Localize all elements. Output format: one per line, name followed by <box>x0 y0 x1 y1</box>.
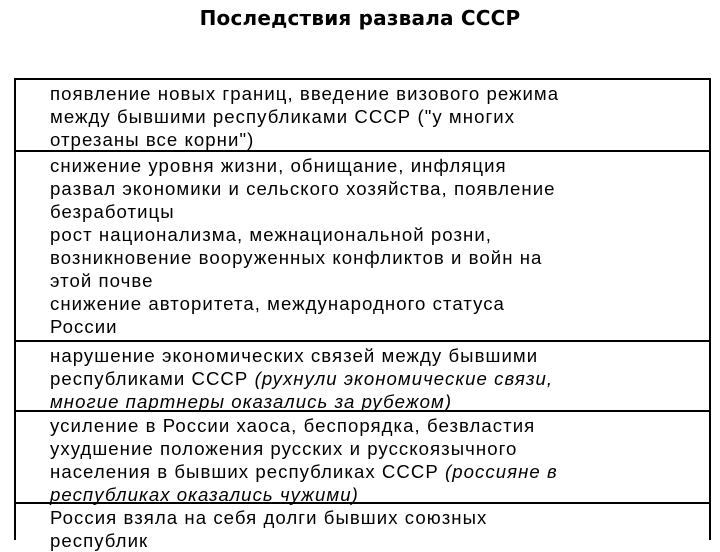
table-row-line <box>50 344 709 367</box>
row-note-text: (рухнули экономические связи, <box>254 368 554 389</box>
row-text: возникновение вооруженных конфликтов и войн на <box>50 247 543 268</box>
row-note-text: республиках оказались чужими) <box>50 484 359 505</box>
table-row-line <box>50 246 709 269</box>
table-row-line <box>50 154 709 177</box>
row-text: республик <box>50 530 149 551</box>
row-note-text: (россияне в <box>445 461 558 482</box>
row-text: появление новых границ, введение визового режима <box>50 83 560 104</box>
table-row <box>16 152 709 342</box>
table-row-line <box>50 437 709 460</box>
row-note-text: многие партнеры оказались за рубежом) <box>50 391 453 412</box>
row-text: рост национализма, межнациональной розни, <box>50 224 492 245</box>
row-text: снижение авторитета, международного статуса <box>50 293 505 314</box>
row-text: республиками СССР <box>50 368 255 389</box>
row-text: нарушение экономических связей между бывшими <box>50 345 539 366</box>
table-row-line <box>50 177 709 200</box>
table-row <box>16 412 709 504</box>
table-row-line <box>50 390 709 413</box>
table-row <box>16 504 709 551</box>
table-row-line <box>50 483 709 506</box>
table-row-line <box>50 506 709 529</box>
table-row-line <box>50 292 709 315</box>
table-row-line <box>50 105 709 128</box>
table-row-line <box>50 269 709 292</box>
row-text: ухудшение положения русских и русскоязычного <box>50 438 518 459</box>
table-row-line <box>50 414 709 437</box>
table-row-line <box>50 529 709 552</box>
row-text: развал экономики и сельского хозяйства, появление <box>50 178 556 199</box>
table-row-line <box>50 315 709 338</box>
row-text: России <box>50 316 118 337</box>
table-row-line <box>50 82 709 105</box>
row-text: снижение уровня жизни, обнищание, инфляция <box>50 155 507 176</box>
table-row <box>16 80 709 152</box>
consequences-table <box>14 78 711 551</box>
row-text: между бывшими республиками СССР ("у многих <box>50 106 516 127</box>
row-text: этой почве <box>50 270 154 291</box>
row-text: безработицы <box>50 201 175 222</box>
table-row-line <box>50 128 709 151</box>
page-title: Последствия развала СССР <box>199 6 521 30</box>
table-row-line <box>50 460 709 483</box>
table-row-line <box>50 200 709 223</box>
table-row-line <box>50 367 709 390</box>
row-text: усиление в России хаоса, беспорядка, безвластия <box>50 415 536 436</box>
table-row <box>16 342 709 412</box>
table-row-line <box>50 223 709 246</box>
row-text: Россия взяла на себя долги бывших союзных <box>50 507 488 528</box>
row-text: населения в бывших республиках СССР <box>50 461 446 482</box>
row-text: отрезаны все корни") <box>50 129 255 150</box>
